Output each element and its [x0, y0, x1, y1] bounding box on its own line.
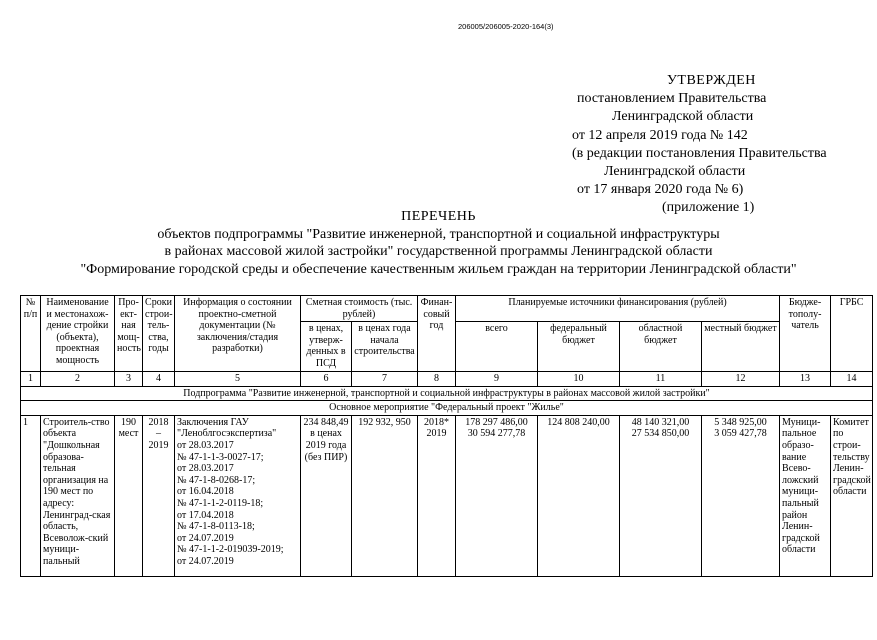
- approval-line: от 12 апреля 2019 года № 142: [572, 127, 748, 143]
- approval-line: (приложение 1): [662, 200, 755, 216]
- measure-row: Основное мероприятие "Федеральный проект "Жилье": [21, 401, 873, 416]
- header-capacity: Про-ект-ная мощ-ность: [115, 296, 143, 372]
- row-cost-psd: [301, 415, 352, 576]
- column-number: 6: [301, 371, 352, 386]
- approval-line: постановлением Правительства: [577, 91, 767, 107]
- info-line: от 24.07.2019: [177, 555, 234, 567]
- info-line: от 16.04.2018: [177, 486, 234, 498]
- header-local: местный бюджет: [702, 322, 780, 371]
- header-fin-year: Финан-совый год: [418, 296, 456, 372]
- column-number: 7: [352, 371, 418, 386]
- table-row: [21, 415, 873, 576]
- local-value: 3 059 427,78: [714, 428, 767, 440]
- column-number: 12: [702, 371, 780, 386]
- heading-line: объектов подпрограммы "Развитие инженерной, транспортной и социальной инфраструктуры: [157, 226, 720, 242]
- header-sources: Планируемые источники финансирования (рублей): [456, 296, 780, 322]
- header-name: Наименование и местонахож-дение стройки (объекта), проектная мощность: [41, 296, 115, 372]
- header-terms: Сроки строи-тель-ства, годы: [143, 296, 175, 372]
- header-regional: областной бюджет: [620, 322, 702, 371]
- column-number: 9: [456, 371, 538, 386]
- header-cost-start: в ценах года начала строительства: [352, 322, 418, 371]
- header-recipient: Бюдже-тополу-чатель: [780, 296, 831, 372]
- total-value: 30 594 277,78: [467, 428, 526, 440]
- document-id: 206005/206005-2020-164(3): [458, 22, 554, 31]
- column-number: 10: [538, 371, 620, 386]
- local-value: 5 348 925,00: [714, 416, 767, 428]
- row-terms: 2018 – 2019: [143, 415, 175, 576]
- info-line: Заключения ГАУ: [177, 416, 249, 428]
- document-title: ПЕРЕЧЕНЬ: [401, 209, 476, 224]
- cost-psd-note: в ценах 2019 года (без ПИР): [304, 428, 348, 463]
- approval-block: [572, 72, 872, 218]
- info-line: "Леноблгосэкспертиза": [177, 428, 277, 440]
- info-line: от 24.07.2019: [177, 532, 234, 544]
- info-line: № 47-1-1-3-0027-17;: [177, 451, 264, 463]
- regional-value: 48 140 321,00: [631, 416, 690, 428]
- header-info: Информация о состоянии проектно-сметной документации (№ заключения/стадия разработки): [175, 296, 301, 372]
- row-recipient: Муници-пальное образо-вание Всево-ложский муници-пальный район Ленин-градской области: [780, 415, 831, 576]
- header-cost-psd: в ценах, утверж-денных в ПСД: [301, 322, 352, 371]
- column-number: 2: [41, 371, 115, 386]
- objects-table: [20, 295, 873, 577]
- total-value: 178 297 486,00: [465, 416, 528, 428]
- row-capacity: 190 мест: [115, 415, 143, 576]
- heading-line: "Формирование городской среды и обеспечение качественным жильем граждан на территории Ленинградской области": [80, 261, 797, 277]
- approval-line: Ленинградской области: [604, 164, 746, 180]
- column-number: 5: [175, 371, 301, 386]
- row-federal: [538, 415, 620, 576]
- column-number: 1: [21, 371, 41, 386]
- info-line: № 47-1-1-2-0119-18;: [177, 497, 264, 509]
- row-local: [702, 415, 780, 576]
- fin-year: 2018*: [424, 416, 449, 428]
- column-numbers-row: [21, 371, 873, 386]
- column-number: 8: [418, 371, 456, 386]
- document-heading: [0, 208, 877, 278]
- row-fin-years: [418, 415, 456, 576]
- regional-value: 27 534 850,00: [631, 428, 690, 440]
- column-number: 3: [115, 371, 143, 386]
- row-cost-start: 192 932, 950: [352, 415, 418, 576]
- approval-line: Ленинградской области: [612, 109, 754, 125]
- approval-title: УТВЕРЖДЕН: [667, 73, 756, 88]
- column-number: 11: [620, 371, 702, 386]
- info-line: от 17.04.2018: [177, 509, 234, 521]
- row-grbs: Комитет по строи-тельству Ленин-градской области: [831, 415, 873, 576]
- info-line: № 47-1-8-0268-17;: [177, 474, 256, 486]
- row-info: [175, 415, 301, 576]
- header-federal: федеральный бюджет: [538, 322, 620, 371]
- fin-year: 2019: [426, 428, 447, 440]
- federal-value: 124 808 240,00: [547, 416, 610, 428]
- column-number: 4: [143, 371, 175, 386]
- column-number: 14: [831, 371, 873, 386]
- header-num: № п/п: [21, 296, 41, 372]
- column-number: 13: [780, 371, 831, 386]
- info-line: от 28.03.2017: [177, 463, 234, 475]
- subprogram-row: Подпрограмма "Развитие инженерной, транспортной и социальной инфраструктуры в районах массовой жилой застройки": [21, 386, 873, 401]
- header-total: всего: [456, 322, 538, 371]
- row-name: Строитель-ство объекта "Дошкольная образова-тельная организация на 190 мест по адресу: Ленинград-ская область, Всеволож-ский муници-пальный: [41, 415, 115, 576]
- header-cost: Сметная стоимость (тыс. рублей): [301, 296, 418, 322]
- row-total: [456, 415, 538, 576]
- approval-line: от 17 января 2020 года № 6): [577, 182, 744, 198]
- heading-line: в районах массовой жилой застройки" государственной программы Ленинградской области: [164, 244, 713, 259]
- row-num: 1: [21, 415, 41, 576]
- cost-psd-value: 234 848,49: [303, 416, 349, 428]
- header-grbs: ГРБС: [831, 296, 873, 372]
- row-regional: [620, 415, 702, 576]
- info-line: № 47-1-1-2-019039-2019;: [177, 544, 284, 556]
- info-line: № 47-1-8-0113-18;: [177, 521, 255, 533]
- info-line: от 28.03.2017: [177, 439, 234, 451]
- approval-line: (в редакции постановления Правительства: [572, 145, 827, 161]
